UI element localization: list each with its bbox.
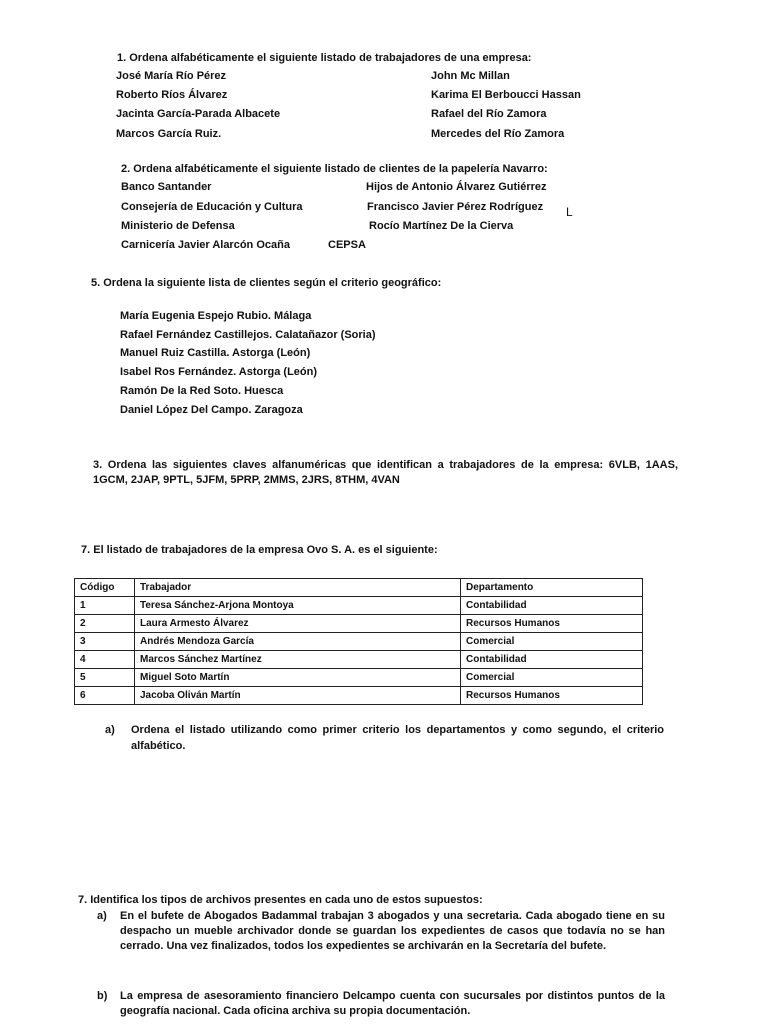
cell-codigo: 1 [75,597,135,615]
cell-codigo: 2 [75,615,135,633]
q2-right-item: CEPSA [328,239,366,251]
cell-trabajador: Miguel Soto Martín [135,669,461,687]
q2-left-item: Consejería de Educación y Cultura [121,201,303,213]
cell-departamento: Contabilidad [461,651,643,669]
q7b-a-line: En el bufete de Abogados Badammal trabajan 3 abogados y una secretaria. Cada abogado tiene en su [120,910,665,922]
cell-codigo: 6 [75,687,135,705]
table-header-row [75,579,643,597]
q1-right-item: John Mc Millan [431,70,510,82]
cell-departamento: Contabilidad [461,597,643,615]
q7b-a-line: despacho un mueble archivador donde se guardan los expedientes de casos que todavía no se han [120,925,665,937]
q2-left-item: Carnicería Javier Alarcón Ocaña [121,239,290,251]
q7b-b-line: La empresa de asesoramiento financiero Delcampo cuenta con sucursales por distintos puntos de la [120,990,665,1002]
q5-title: 5. Ordena la siguiente lista de clientes según el criterio geográfico: [91,277,442,289]
q7b-b-line: geografía nacional. Cada oficina archiva su propia documentación. [120,1005,471,1017]
q2-title: 2. Ordena alfabéticamente el siguiente listado de clientes de la papelería Navarro: [121,163,548,175]
employees-table [74,578,643,705]
cell-trabajador: Laura Armesto Álvarez [135,615,461,633]
q5-item: Manuel Ruiz Castilla. Astorga (León) [120,347,311,359]
q2-left-item: Banco Santander [121,181,212,193]
q1-title: 1. Ordena alfabéticamente el siguiente listado de trabajadores de una empresa: [117,52,532,64]
cell-codigo: 4 [75,651,135,669]
cell-trabajador: Marcos Sánchez Martínez [135,651,461,669]
cell-trabajador: Jacoba Oliván Martín [135,687,461,705]
table-row [75,669,643,687]
cell-codigo: 3 [75,633,135,651]
table-row [75,597,643,615]
q1-left-item: Roberto Ríos Álvarez [116,89,228,101]
q1-right-item: Rafael del Río Zamora [431,108,547,120]
q1-left-item: José María Río Pérez [116,70,227,82]
q7b-a-line: cerrado. Una vez finalizados, todos los expedientes se archivarán en la Secretaría del bufete. [120,940,607,952]
q7-sub-a-line-2: alfabético. [131,740,186,752]
cell-trabajador: Andrés Mendoza García [135,633,461,651]
q2-right-item: Rocío Martínez De la Cierva [369,220,514,232]
q2-right-item: Francisco Javier Pérez Rodríguez [367,201,544,213]
q5-item: Daniel López Del Campo. Zaragoza [120,404,303,416]
q5-item: María Eugenia Espejo Rubio. Málaga [120,310,312,322]
q7b-b-label: b) [97,990,108,1002]
q1-left-item: Jacinta García-Parada Albacete [116,108,281,120]
q5-item: Ramón De la Red Soto. Huesca [120,385,284,397]
q7-sub-a-label: a) [105,724,115,736]
cell-departamento: Recursos Humanos [461,687,643,705]
q5-item: Isabel Ros Fernández. Astorga (León) [120,366,318,378]
q5-item: Rafael Fernández Castillejos. Calatañazor (Soria) [120,329,376,341]
column-header-codigo: Código [75,579,135,597]
column-header-departamento: Departamento [461,579,643,597]
q3-line-2: 1GCM, 2JAP, 9PTL, 5JFM, 5PRP, 2MMS, 2JRS, 8THM, 4VAN [93,474,400,486]
q1-left-item: Marcos García Ruiz. [116,128,222,140]
stray-mark: L [566,205,573,219]
q7b-a-label: a) [97,910,107,922]
q7-title: 7. El listado de trabajadores de la empresa Ovo S. A. es el siguiente: [81,544,438,556]
cell-departamento: Recursos Humanos [461,615,643,633]
q3-line-1: 3. Ordena las siguientes claves alfanuméricas que identifican a trabajadores de la empresa: 6VLB, 1AAS, [93,459,678,471]
table-row [75,651,643,669]
q1-right-item: Mercedes del Río Zamora [431,128,565,140]
cell-departamento: Comercial [461,633,643,651]
column-header-trabajador: Trabajador [135,579,461,597]
cell-codigo: 5 [75,669,135,687]
cell-departamento: Comercial [461,669,643,687]
table-row [75,687,643,705]
q2-left-item: Ministerio de Defensa [121,220,235,232]
q7-sub-a-line-1: Ordena el listado utilizando como primer criterio los departamentos y como segundo, el criterio [131,724,664,736]
table-row [75,615,643,633]
table-row [75,633,643,651]
cell-trabajador: Teresa Sánchez-Arjona Montoya [135,597,461,615]
q2-right-item: Hijos de Antonio Álvarez Gutiérrez [366,181,547,193]
q1-right-item: Karima El Berboucci Hassan [431,89,581,101]
q7b-title: 7. Identifica los tipos de archivos presentes en cada uno de estos supuestos: [78,894,483,906]
